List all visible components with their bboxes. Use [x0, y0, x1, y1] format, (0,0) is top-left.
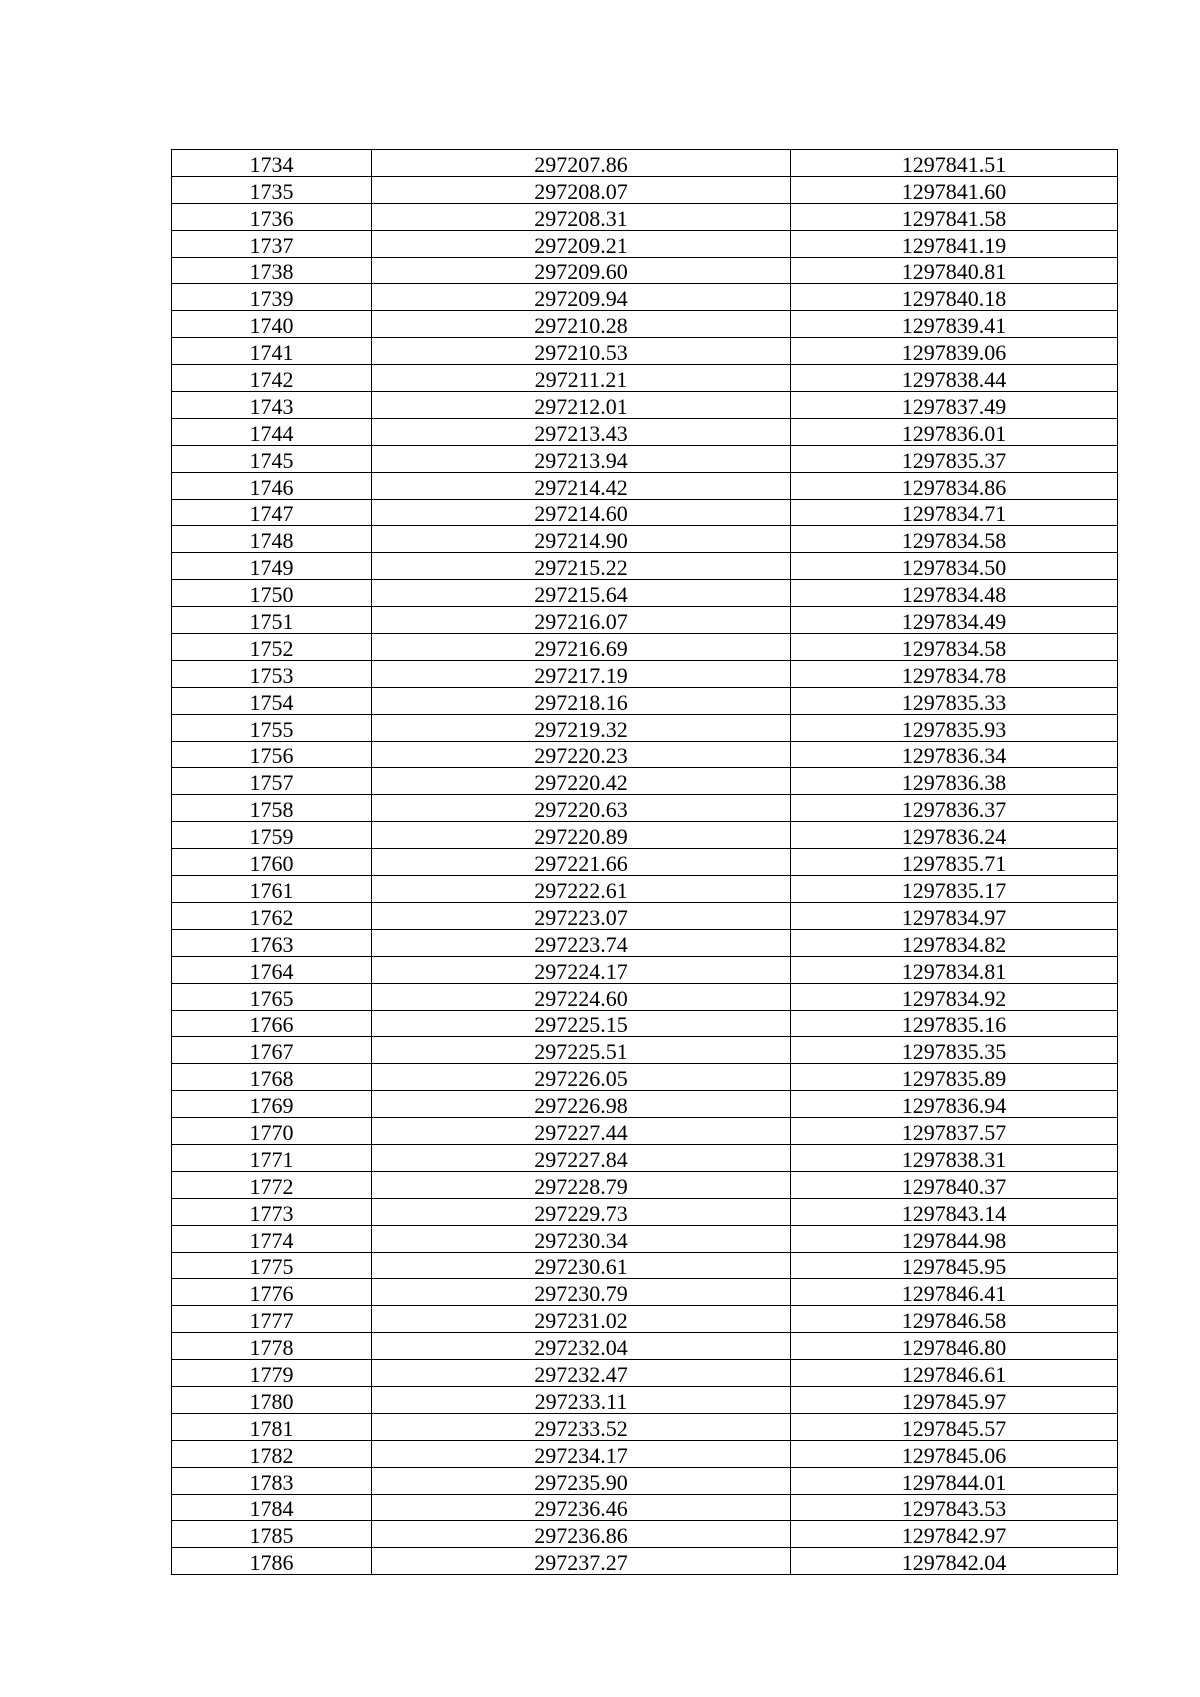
y-coordinate-cell: 1297845.57: [791, 1413, 1118, 1440]
y-coordinate-cell: 1297838.44: [791, 365, 1118, 392]
x-coordinate-cell: 297233.11: [372, 1386, 791, 1413]
y-coordinate-cell: 1297845.06: [791, 1440, 1118, 1467]
x-coordinate-cell: 297216.69: [372, 634, 791, 661]
x-coordinate-cell: 297211.21: [372, 365, 791, 392]
y-coordinate-cell: 1297834.86: [791, 472, 1118, 499]
x-coordinate-cell: 297209.60: [372, 257, 791, 284]
y-coordinate-cell: 1297835.33: [791, 687, 1118, 714]
y-coordinate-cell: 1297840.81: [791, 257, 1118, 284]
point-number-cell: 1783: [172, 1467, 372, 1494]
table-row: [172, 1198, 1118, 1225]
table-row: [172, 687, 1118, 714]
table-row: [172, 1548, 1118, 1575]
point-number-cell: 1735: [172, 176, 372, 203]
x-coordinate-cell: 297210.53: [372, 338, 791, 365]
point-number-cell: 1774: [172, 1225, 372, 1252]
x-coordinate-cell: 297225.15: [372, 1010, 791, 1037]
x-coordinate-cell: 297230.61: [372, 1252, 791, 1279]
x-coordinate-cell: 297212.01: [372, 392, 791, 419]
table-row: [172, 257, 1118, 284]
y-coordinate-cell: 1297835.89: [791, 1064, 1118, 1091]
point-number-cell: 1742: [172, 365, 372, 392]
y-coordinate-cell: 1297845.97: [791, 1386, 1118, 1413]
y-coordinate-cell: 1297836.94: [791, 1091, 1118, 1118]
y-coordinate-cell: 1297841.60: [791, 176, 1118, 203]
table-row: [172, 580, 1118, 607]
y-coordinate-cell: 1297841.19: [791, 230, 1118, 257]
table-row: [172, 741, 1118, 768]
table-row: [172, 1467, 1118, 1494]
x-coordinate-cell: 297234.17: [372, 1440, 791, 1467]
x-coordinate-cell: 297231.02: [372, 1306, 791, 1333]
y-coordinate-cell: 1297846.41: [791, 1279, 1118, 1306]
table-row: [172, 1413, 1118, 1440]
table-row: [172, 392, 1118, 419]
y-coordinate-cell: 1297836.34: [791, 741, 1118, 768]
point-number-cell: 1759: [172, 822, 372, 849]
point-number-cell: 1769: [172, 1091, 372, 1118]
table-row: [172, 1010, 1118, 1037]
x-coordinate-cell: 297223.74: [372, 929, 791, 956]
x-coordinate-cell: 297237.27: [372, 1548, 791, 1575]
x-coordinate-cell: 297222.61: [372, 876, 791, 903]
y-coordinate-cell: 1297840.18: [791, 284, 1118, 311]
x-coordinate-cell: 297209.21: [372, 230, 791, 257]
table-row: [172, 929, 1118, 956]
x-coordinate-cell: 297209.94: [372, 284, 791, 311]
point-number-cell: 1773: [172, 1198, 372, 1225]
y-coordinate-cell: 1297845.95: [791, 1252, 1118, 1279]
x-coordinate-cell: 297236.46: [372, 1494, 791, 1521]
table-row: [172, 1333, 1118, 1360]
table-row: [172, 1064, 1118, 1091]
x-coordinate-cell: 297226.98: [372, 1091, 791, 1118]
table-row: [172, 660, 1118, 687]
point-number-cell: 1771: [172, 1144, 372, 1171]
x-coordinate-cell: 297207.86: [372, 150, 791, 177]
point-number-cell: 1772: [172, 1171, 372, 1198]
x-coordinate-cell: 297230.79: [372, 1279, 791, 1306]
x-coordinate-cell: 297224.60: [372, 983, 791, 1010]
table-row: [172, 230, 1118, 257]
y-coordinate-cell: 1297842.04: [791, 1548, 1118, 1575]
table-row: [172, 472, 1118, 499]
point-number-cell: 1753: [172, 660, 372, 687]
table-row: [172, 445, 1118, 472]
table-row: [172, 1037, 1118, 1064]
x-coordinate-cell: 297208.07: [372, 176, 791, 203]
point-number-cell: 1779: [172, 1360, 372, 1387]
y-coordinate-cell: 1297835.35: [791, 1037, 1118, 1064]
y-coordinate-cell: 1297839.41: [791, 311, 1118, 338]
point-number-cell: 1776: [172, 1279, 372, 1306]
y-coordinate-cell: 1297834.48: [791, 580, 1118, 607]
point-number-cell: 1748: [172, 526, 372, 553]
point-number-cell: 1781: [172, 1413, 372, 1440]
y-coordinate-cell: 1297835.17: [791, 876, 1118, 903]
y-coordinate-cell: 1297834.81: [791, 956, 1118, 983]
point-number-cell: 1745: [172, 445, 372, 472]
point-number-cell: 1751: [172, 607, 372, 634]
x-coordinate-cell: 297232.47: [372, 1360, 791, 1387]
x-coordinate-cell: 297223.07: [372, 902, 791, 929]
table-row: [172, 714, 1118, 741]
x-coordinate-cell: 297221.66: [372, 849, 791, 876]
table-row: [172, 1360, 1118, 1387]
y-coordinate-cell: 1297835.93: [791, 714, 1118, 741]
point-number-cell: 1786: [172, 1548, 372, 1575]
point-number-cell: 1780: [172, 1386, 372, 1413]
y-coordinate-cell: 1297843.53: [791, 1494, 1118, 1521]
table-row: [172, 1306, 1118, 1333]
table-row: [172, 1118, 1118, 1145]
point-number-cell: 1740: [172, 311, 372, 338]
x-coordinate-cell: 297216.07: [372, 607, 791, 634]
y-coordinate-cell: 1297834.49: [791, 607, 1118, 634]
x-coordinate-cell: 297230.34: [372, 1225, 791, 1252]
y-coordinate-cell: 1297836.38: [791, 768, 1118, 795]
table-row: [172, 526, 1118, 553]
table-row: [172, 1091, 1118, 1118]
point-number-cell: 1785: [172, 1521, 372, 1548]
point-number-cell: 1768: [172, 1064, 372, 1091]
point-number-cell: 1750: [172, 580, 372, 607]
point-number-cell: 1738: [172, 257, 372, 284]
table-row: [172, 1144, 1118, 1171]
y-coordinate-cell: 1297844.98: [791, 1225, 1118, 1252]
x-coordinate-cell: 297232.04: [372, 1333, 791, 1360]
x-coordinate-cell: 297220.23: [372, 741, 791, 768]
y-coordinate-cell: 1297843.14: [791, 1198, 1118, 1225]
x-coordinate-cell: 297227.84: [372, 1144, 791, 1171]
point-number-cell: 1764: [172, 956, 372, 983]
point-number-cell: 1736: [172, 203, 372, 230]
y-coordinate-cell: 1297835.71: [791, 849, 1118, 876]
y-coordinate-cell: 1297834.50: [791, 553, 1118, 580]
y-coordinate-cell: 1297846.80: [791, 1333, 1118, 1360]
point-number-cell: 1739: [172, 284, 372, 311]
table-row: [172, 311, 1118, 338]
x-coordinate-cell: 297217.19: [372, 660, 791, 687]
y-coordinate-cell: 1297834.78: [791, 660, 1118, 687]
table-row: [172, 1171, 1118, 1198]
point-number-cell: 1766: [172, 1010, 372, 1037]
point-number-cell: 1760: [172, 849, 372, 876]
table-row: [172, 876, 1118, 903]
table-row: [172, 365, 1118, 392]
y-coordinate-cell: 1297842.97: [791, 1521, 1118, 1548]
y-coordinate-cell: 1297834.58: [791, 526, 1118, 553]
table-row: [172, 1225, 1118, 1252]
x-coordinate-cell: 297214.60: [372, 499, 791, 526]
y-coordinate-cell: 1297835.37: [791, 445, 1118, 472]
x-coordinate-cell: 297220.89: [372, 822, 791, 849]
table-row: [172, 956, 1118, 983]
x-coordinate-cell: 297218.16: [372, 687, 791, 714]
y-coordinate-cell: 1297844.01: [791, 1467, 1118, 1494]
y-coordinate-cell: 1297835.16: [791, 1010, 1118, 1037]
point-number-cell: 1778: [172, 1333, 372, 1360]
x-coordinate-cell: 297235.90: [372, 1467, 791, 1494]
point-number-cell: 1770: [172, 1118, 372, 1145]
x-coordinate-cell: 297210.28: [372, 311, 791, 338]
x-coordinate-cell: 297214.90: [372, 526, 791, 553]
x-coordinate-cell: 297213.43: [372, 418, 791, 445]
y-coordinate-cell: 1297834.82: [791, 929, 1118, 956]
y-coordinate-cell: 1297839.06: [791, 338, 1118, 365]
table-row: [172, 284, 1118, 311]
table-row: [172, 795, 1118, 822]
table-row: [172, 203, 1118, 230]
point-number-cell: 1758: [172, 795, 372, 822]
y-coordinate-cell: 1297834.58: [791, 634, 1118, 661]
point-number-cell: 1765: [172, 983, 372, 1010]
x-coordinate-cell: 297208.31: [372, 203, 791, 230]
point-number-cell: 1762: [172, 902, 372, 929]
table-row: [172, 1521, 1118, 1548]
y-coordinate-cell: 1297838.31: [791, 1144, 1118, 1171]
point-number-cell: 1782: [172, 1440, 372, 1467]
y-coordinate-cell: 1297837.57: [791, 1118, 1118, 1145]
x-coordinate-cell: 297233.52: [372, 1413, 791, 1440]
x-coordinate-cell: 297224.17: [372, 956, 791, 983]
x-coordinate-cell: 297225.51: [372, 1037, 791, 1064]
table-row: [172, 1386, 1118, 1413]
table-row: [172, 176, 1118, 203]
table-row: [172, 150, 1118, 177]
y-coordinate-cell: 1297846.61: [791, 1360, 1118, 1387]
x-coordinate-cell: 297229.73: [372, 1198, 791, 1225]
y-coordinate-cell: 1297840.37: [791, 1171, 1118, 1198]
point-number-cell: 1734: [172, 150, 372, 177]
table-row: [172, 822, 1118, 849]
x-coordinate-cell: 297215.64: [372, 580, 791, 607]
y-coordinate-cell: 1297841.51: [791, 150, 1118, 177]
point-number-cell: 1777: [172, 1306, 372, 1333]
x-coordinate-cell: 297213.94: [372, 445, 791, 472]
table-row: [172, 902, 1118, 929]
table-row: [172, 983, 1118, 1010]
y-coordinate-cell: 1297836.01: [791, 418, 1118, 445]
table-row: [172, 768, 1118, 795]
table-row: [172, 1440, 1118, 1467]
point-number-cell: 1775: [172, 1252, 372, 1279]
x-coordinate-cell: 297219.32: [372, 714, 791, 741]
point-number-cell: 1752: [172, 634, 372, 661]
x-coordinate-cell: 297227.44: [372, 1118, 791, 1145]
y-coordinate-cell: 1297834.92: [791, 983, 1118, 1010]
x-coordinate-cell: 297220.42: [372, 768, 791, 795]
point-number-cell: 1743: [172, 392, 372, 419]
x-coordinate-cell: 297220.63: [372, 795, 791, 822]
point-number-cell: 1761: [172, 876, 372, 903]
table-row: [172, 849, 1118, 876]
table-row: [172, 607, 1118, 634]
point-number-cell: 1744: [172, 418, 372, 445]
point-number-cell: 1756: [172, 741, 372, 768]
y-coordinate-cell: 1297834.71: [791, 499, 1118, 526]
point-number-cell: 1754: [172, 687, 372, 714]
point-number-cell: 1763: [172, 929, 372, 956]
table-row: [172, 338, 1118, 365]
y-coordinate-cell: 1297836.37: [791, 795, 1118, 822]
point-number-cell: 1755: [172, 714, 372, 741]
x-coordinate-cell: 297215.22: [372, 553, 791, 580]
y-coordinate-cell: 1297841.58: [791, 203, 1118, 230]
point-number-cell: 1747: [172, 499, 372, 526]
x-coordinate-cell: 297214.42: [372, 472, 791, 499]
point-number-cell: 1757: [172, 768, 372, 795]
x-coordinate-cell: 297228.79: [372, 1171, 791, 1198]
y-coordinate-cell: 1297837.49: [791, 392, 1118, 419]
x-coordinate-cell: 297236.86: [372, 1521, 791, 1548]
point-number-cell: 1741: [172, 338, 372, 365]
x-coordinate-cell: 297226.05: [372, 1064, 791, 1091]
table-row: [172, 1494, 1118, 1521]
point-number-cell: 1746: [172, 472, 372, 499]
point-number-cell: 1784: [172, 1494, 372, 1521]
table-row: [172, 553, 1118, 580]
table-row: [172, 418, 1118, 445]
table-row: [172, 1252, 1118, 1279]
y-coordinate-cell: 1297846.58: [791, 1306, 1118, 1333]
table-row: [172, 634, 1118, 661]
coordinate-table-body: [172, 150, 1118, 1575]
table-row: [172, 499, 1118, 526]
table-row: [172, 1279, 1118, 1306]
y-coordinate-cell: 1297834.97: [791, 902, 1118, 929]
point-number-cell: 1767: [172, 1037, 372, 1064]
coordinate-table: [171, 149, 1118, 1575]
point-number-cell: 1737: [172, 230, 372, 257]
y-coordinate-cell: 1297836.24: [791, 822, 1118, 849]
point-number-cell: 1749: [172, 553, 372, 580]
